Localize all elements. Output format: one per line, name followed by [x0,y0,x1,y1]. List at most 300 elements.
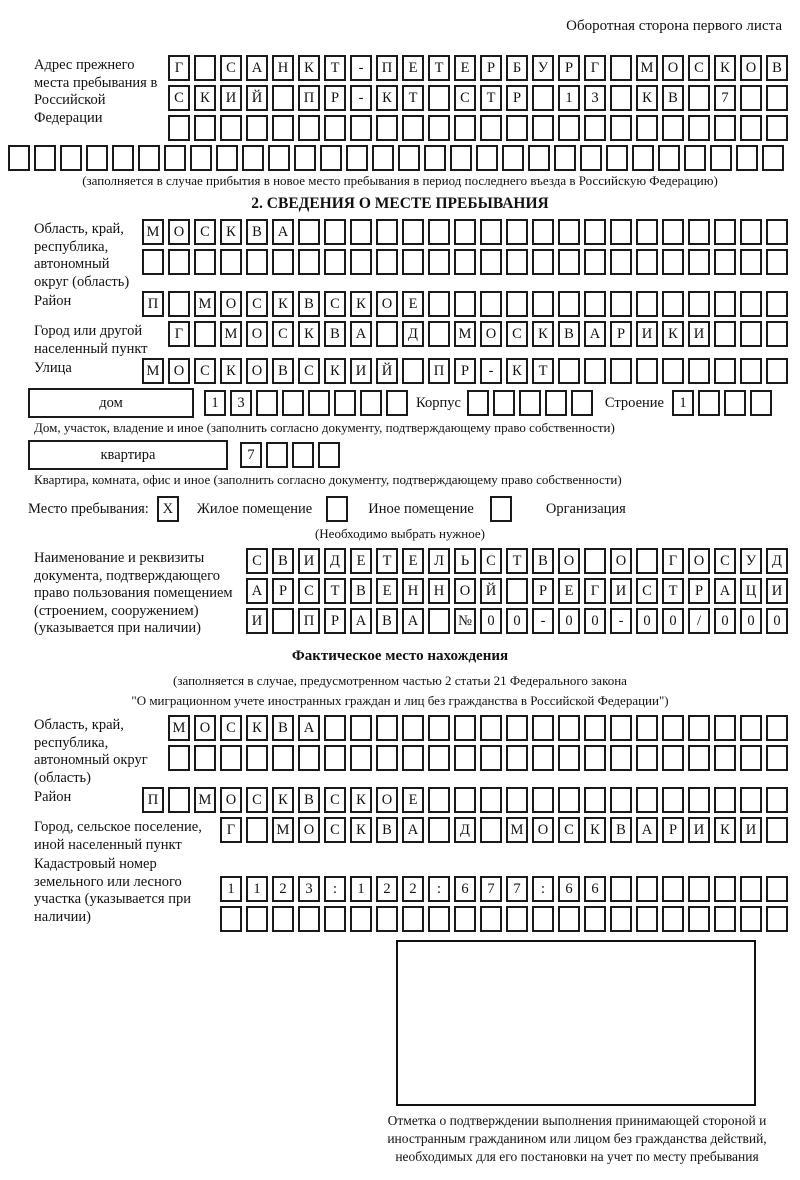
form-cell[interactable] [402,115,424,141]
form-cell[interactable]: Е [558,578,580,604]
form-cell[interactable] [714,321,736,347]
form-cell[interactable] [688,115,710,141]
form-cell[interactable]: К [714,817,736,843]
form-cell[interactable] [688,358,710,384]
form-cell[interactable]: О [220,291,242,317]
form-cell[interactable] [246,906,268,932]
form-cell[interactable] [428,219,450,245]
form-cell[interactable]: 1 [672,390,694,416]
form-cell[interactable] [558,358,580,384]
form-cell[interactable] [454,906,476,932]
form-cell[interactable]: Е [402,291,424,317]
form-cell[interactable]: А [636,817,658,843]
form-cell[interactable]: С [688,55,710,81]
form-cell[interactable] [662,787,684,813]
form-cell[interactable]: Р [662,817,684,843]
form-cell[interactable]: - [610,608,632,634]
form-cell[interactable] [528,145,550,171]
form-cell[interactable]: : [428,876,450,902]
form-cell[interactable] [558,219,580,245]
form-cell[interactable] [558,115,580,141]
form-cell[interactable]: 6 [558,876,580,902]
form-cell[interactable]: К [246,715,268,741]
form-cell[interactable]: Й [480,578,502,604]
form-cell[interactable] [714,715,736,741]
form-cell[interactable] [710,145,732,171]
form-cell[interactable]: П [428,358,450,384]
form-cell[interactable] [584,715,606,741]
form-cell[interactable]: С [298,578,320,604]
form-cell[interactable]: Т [402,85,424,111]
form-cell[interactable] [480,787,502,813]
form-cell[interactable] [142,249,164,275]
form-cell[interactable] [610,249,632,275]
form-cell[interactable]: К [324,358,346,384]
form-cell[interactable]: И [610,578,632,604]
form-cell[interactable]: Г [584,578,606,604]
form-cell[interactable] [402,745,424,771]
form-cell[interactable]: П [298,85,320,111]
form-cell[interactable]: С [324,787,346,813]
form-cell[interactable] [194,55,216,81]
form-cell[interactable] [376,906,398,932]
form-cell[interactable]: Й [376,358,398,384]
form-cell[interactable]: В [350,578,372,604]
form-cell[interactable] [112,145,134,171]
form-cell[interactable]: О [194,715,216,741]
form-cell[interactable]: Т [428,55,450,81]
form-cell[interactable]: И [636,321,658,347]
form-cell[interactable] [292,442,314,468]
form-cell[interactable] [740,876,762,902]
form-cell[interactable]: М [506,817,528,843]
form-cell[interactable]: Р [506,85,528,111]
form-cell[interactable]: / [688,608,710,634]
form-cell[interactable] [662,876,684,902]
form-cell[interactable] [376,715,398,741]
form-cell[interactable] [736,145,758,171]
form-cell[interactable] [688,85,710,111]
form-cell[interactable] [272,608,294,634]
form-cell[interactable]: - [350,55,372,81]
form-cell[interactable] [714,249,736,275]
form-cell[interactable] [740,291,762,317]
form-cell[interactable] [454,787,476,813]
form-cell[interactable]: 1 [350,876,372,902]
form-cell[interactable] [558,906,580,932]
form-cell[interactable] [740,358,762,384]
form-cell[interactable] [506,787,528,813]
form-cell[interactable]: И [220,85,242,111]
form-cell[interactable] [610,906,632,932]
form-cell[interactable] [532,249,554,275]
form-cell[interactable] [558,291,580,317]
form-cell[interactable]: М [454,321,476,347]
form-cell[interactable] [688,787,710,813]
form-cell[interactable]: И [688,817,710,843]
form-cell[interactable]: О [480,321,502,347]
form-cell[interactable] [558,745,580,771]
form-cell[interactable]: М [142,219,164,245]
form-cell[interactable] [480,745,502,771]
form-cell[interactable] [740,115,762,141]
form-cell[interactable]: С [558,817,580,843]
form-cell[interactable] [268,145,290,171]
form-cell[interactable]: 7 [480,876,502,902]
form-cell[interactable] [376,115,398,141]
form-cell[interactable]: Т [480,85,502,111]
form-cell[interactable] [480,817,502,843]
form-cell[interactable]: Е [376,578,398,604]
form-cell[interactable] [376,249,398,275]
form-cell[interactable] [350,906,372,932]
form-cell[interactable] [610,219,632,245]
form-cell[interactable] [8,145,30,171]
form-cell[interactable] [480,906,502,932]
form-cell[interactable]: Е [350,548,372,574]
form-cell[interactable] [467,390,489,416]
form-cell[interactable] [610,55,632,81]
form-cell[interactable] [740,906,762,932]
form-cell[interactable]: О [246,321,268,347]
form-cell[interactable] [168,249,190,275]
form-cell[interactable] [164,145,186,171]
form-cell[interactable] [454,745,476,771]
form-cell[interactable] [571,390,593,416]
form-cell[interactable]: С [272,321,294,347]
form-cell[interactable] [662,745,684,771]
form-cell[interactable]: О [168,358,190,384]
form-cell[interactable] [688,291,710,317]
form-cell[interactable] [558,249,580,275]
form-cell[interactable] [194,745,216,771]
form-cell[interactable]: В [298,291,320,317]
form-cell[interactable]: 3 [230,390,252,416]
form-cell[interactable] [766,817,788,843]
form-cell[interactable]: О [246,358,268,384]
form-cell[interactable]: В [272,715,294,741]
form-cell[interactable]: К [272,787,294,813]
form-cell[interactable] [402,358,424,384]
form-cell[interactable]: 0 [558,608,580,634]
form-cell[interactable] [662,219,684,245]
form-cell[interactable]: С [194,219,216,245]
form-cell[interactable]: : [532,876,554,902]
form-cell[interactable] [610,876,632,902]
form-cell[interactable] [242,145,264,171]
form-cell[interactable]: В [272,358,294,384]
form-cell[interactable]: С [714,548,736,574]
form-cell[interactable] [766,249,788,275]
form-cell[interactable] [493,390,515,416]
form-cell[interactable]: К [220,219,242,245]
form-cell[interactable] [60,145,82,171]
form-cell[interactable]: Д [402,321,424,347]
form-cell[interactable]: В [558,321,580,347]
form-cell[interactable] [740,219,762,245]
form-cell[interactable]: А [350,608,372,634]
form-cell[interactable] [636,787,658,813]
form-cell[interactable] [662,115,684,141]
form-cell[interactable]: А [714,578,736,604]
form-cell[interactable] [636,745,658,771]
form-cell[interactable]: В [662,85,684,111]
form-cell[interactable] [636,906,658,932]
form-cell[interactable] [372,145,394,171]
form-cell[interactable]: Р [454,358,476,384]
form-cell[interactable] [194,321,216,347]
form-cell[interactable] [266,442,288,468]
form-cell[interactable] [282,390,304,416]
form-cell[interactable]: М [168,715,190,741]
form-cell[interactable] [714,291,736,317]
form-cell[interactable]: С [246,787,268,813]
form-cell[interactable] [350,745,372,771]
form-cell[interactable]: 6 [584,876,606,902]
form-cell[interactable]: К [506,358,528,384]
form-cell[interactable] [376,745,398,771]
form-cell[interactable]: В [376,817,398,843]
form-cell[interactable] [454,115,476,141]
form-cell[interactable] [454,291,476,317]
form-cell[interactable]: С [194,358,216,384]
form-cell[interactable] [506,249,528,275]
form-cell[interactable]: 0 [766,608,788,634]
form-cell[interactable]: Л [428,548,450,574]
form-cell[interactable] [220,249,242,275]
form-cell[interactable]: О [688,548,710,574]
form-cell[interactable]: Р [324,85,346,111]
form-cell[interactable]: Г [168,321,190,347]
form-cell[interactable] [662,291,684,317]
form-cell[interactable]: К [662,321,684,347]
form-cell[interactable]: В [246,219,268,245]
form-cell[interactable]: М [194,291,216,317]
form-cell[interactable]: К [376,85,398,111]
form-cell[interactable]: А [350,321,372,347]
form-cell[interactable] [519,390,541,416]
form-cell[interactable]: 2 [376,876,398,902]
form-cell[interactable] [714,876,736,902]
form-cell[interactable]: 2 [402,876,424,902]
form-cell[interactable]: 0 [506,608,528,634]
form-cell[interactable] [168,115,190,141]
form-cell[interactable] [376,321,398,347]
form-cell[interactable] [584,115,606,141]
form-cell[interactable] [138,145,160,171]
form-cell[interactable] [480,249,502,275]
form-cell[interactable]: П [142,291,164,317]
form-cell[interactable] [298,906,320,932]
form-cell[interactable] [402,715,424,741]
form-cell[interactable]: М [142,358,164,384]
form-cell[interactable] [476,145,498,171]
form-cell[interactable]: Г [168,55,190,81]
form-cell[interactable] [376,219,398,245]
form-cell[interactable]: Б [506,55,528,81]
form-cell[interactable]: А [272,219,294,245]
form-cell[interactable]: И [766,578,788,604]
form-cell[interactable]: Ц [740,578,762,604]
form-cell[interactable] [294,145,316,171]
form-cell[interactable]: А [402,608,424,634]
form-cell[interactable]: Р [324,608,346,634]
form-cell[interactable] [506,578,528,604]
form-cell[interactable] [766,358,788,384]
form-cell[interactable] [688,745,710,771]
form-cell[interactable] [636,358,658,384]
form-cell[interactable] [766,115,788,141]
form-cell[interactable] [606,145,628,171]
form-cell[interactable] [428,608,450,634]
form-cell[interactable]: С [324,817,346,843]
form-cell[interactable]: Г [662,548,684,574]
form-cell[interactable]: О [558,548,580,574]
form-cell[interactable]: 7 [714,85,736,111]
form-cell[interactable] [584,906,606,932]
form-cell[interactable] [216,145,238,171]
form-cell[interactable] [272,85,294,111]
form-cell[interactable]: В [766,55,788,81]
form-cell[interactable] [324,219,346,245]
form-cell[interactable] [636,291,658,317]
form-cell[interactable]: С [480,548,502,574]
form-cell[interactable] [584,219,606,245]
form-cell[interactable] [298,745,320,771]
form-cell[interactable]: X [157,496,179,522]
form-cell[interactable] [688,219,710,245]
form-cell[interactable] [428,715,450,741]
form-cell[interactable]: М [194,787,216,813]
form-cell[interactable] [346,145,368,171]
form-cell[interactable] [584,745,606,771]
form-cell[interactable] [506,906,528,932]
form-cell[interactable]: С [506,321,528,347]
form-cell[interactable] [698,390,720,416]
form-cell[interactable]: В [272,548,294,574]
form-cell[interactable]: А [298,715,320,741]
form-cell[interactable] [662,906,684,932]
form-cell[interactable] [324,745,346,771]
form-cell[interactable]: 0 [480,608,502,634]
form-cell[interactable]: С [220,715,242,741]
form-cell[interactable] [584,249,606,275]
form-cell[interactable]: Т [324,578,346,604]
form-cell[interactable]: Е [402,55,424,81]
form-cell[interactable]: К [194,85,216,111]
form-cell[interactable] [480,115,502,141]
form-cell[interactable]: Т [532,358,554,384]
form-cell[interactable]: Н [272,55,294,81]
form-cell[interactable] [298,219,320,245]
form-cell[interactable] [220,745,242,771]
form-cell[interactable]: Р [480,55,502,81]
form-cell[interactable]: Е [402,787,424,813]
form-cell[interactable]: Т [376,548,398,574]
form-cell[interactable] [360,390,382,416]
form-cell[interactable] [480,715,502,741]
form-cell[interactable]: К [298,321,320,347]
form-cell[interactable] [334,390,356,416]
form-cell[interactable] [308,390,330,416]
form-cell[interactable]: Т [506,548,528,574]
form-cell[interactable]: С [636,578,658,604]
form-cell[interactable] [428,817,450,843]
form-cell[interactable] [740,321,762,347]
form-cell[interactable]: К [220,358,242,384]
form-cell[interactable] [194,249,216,275]
form-cell[interactable] [168,291,190,317]
form-cell[interactable] [636,548,658,574]
form-cell[interactable] [584,291,606,317]
form-cell[interactable] [220,115,242,141]
form-cell[interactable] [454,715,476,741]
form-cell[interactable]: Т [324,55,346,81]
form-cell[interactable] [490,496,512,522]
form-cell[interactable] [688,906,710,932]
form-cell[interactable]: Е [402,548,424,574]
form-cell[interactable]: Н [402,578,424,604]
form-cell[interactable] [350,219,372,245]
form-cell[interactable]: 1 [204,390,226,416]
form-cell[interactable]: И [298,548,320,574]
form-cell[interactable] [740,787,762,813]
form-cell[interactable]: И [688,321,710,347]
form-cell[interactable] [684,145,706,171]
form-cell[interactable]: : [324,876,346,902]
form-cell[interactable] [740,249,762,275]
form-cell[interactable]: Т [662,578,684,604]
form-cell[interactable]: М [220,321,242,347]
form-cell[interactable] [532,906,554,932]
form-cell[interactable] [610,85,632,111]
form-cell[interactable]: 3 [584,85,606,111]
form-cell[interactable] [402,249,424,275]
form-cell[interactable]: 0 [714,608,736,634]
form-cell[interactable]: У [740,548,762,574]
form-cell[interactable] [532,85,554,111]
form-cell[interactable]: О [220,787,242,813]
form-cell[interactable]: П [298,608,320,634]
form-cell[interactable]: 6 [454,876,476,902]
form-cell[interactable]: Р [688,578,710,604]
form-cell[interactable] [740,745,762,771]
form-cell[interactable] [766,745,788,771]
form-cell[interactable]: В [324,321,346,347]
form-cell[interactable] [506,219,528,245]
form-cell[interactable] [428,115,450,141]
form-cell[interactable] [558,787,580,813]
form-cell[interactable] [428,291,450,317]
form-cell[interactable]: И [246,608,268,634]
form-cell[interactable] [324,906,346,932]
form-cell[interactable]: О [454,578,476,604]
form-cell[interactable] [636,715,658,741]
form-cell[interactable]: 0 [584,608,606,634]
form-cell[interactable]: О [376,787,398,813]
form-cell[interactable]: С [298,358,320,384]
form-cell[interactable]: С [454,85,476,111]
form-cell[interactable] [766,219,788,245]
form-cell[interactable]: 1 [246,876,268,902]
form-cell[interactable] [428,85,450,111]
form-cell[interactable]: 7 [240,442,262,468]
form-cell[interactable] [662,249,684,275]
form-cell[interactable] [350,249,372,275]
form-cell[interactable]: О [298,817,320,843]
form-cell[interactable] [326,496,348,522]
form-cell[interactable]: - [350,85,372,111]
